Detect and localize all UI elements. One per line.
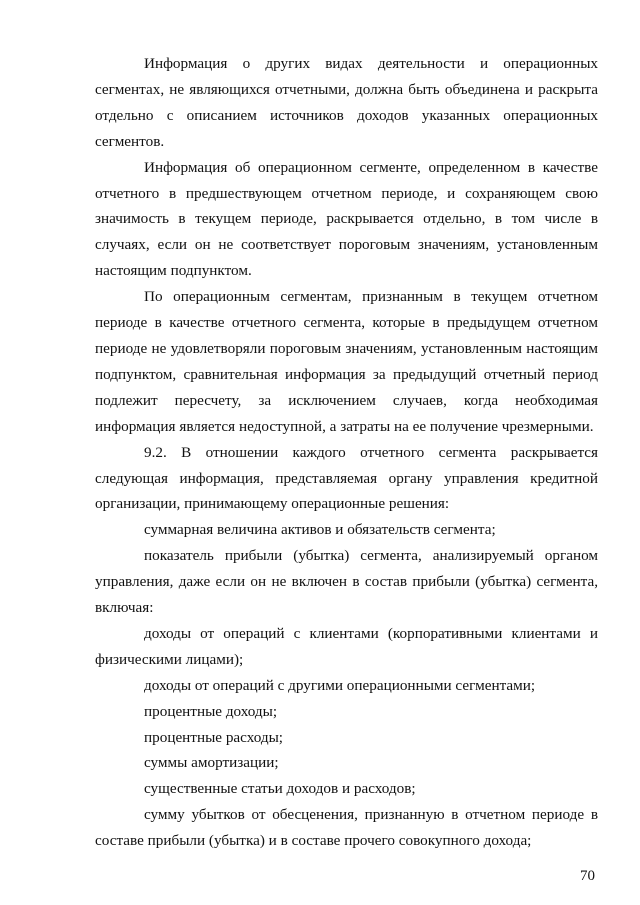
list-item-material-items: существенные статьи доходов и расходов; (144, 780, 416, 798)
paragraph-comparative-info: По операционным сегментам, признанным в текущем отчетном периоде в качестве отчетного сегмента, которые в предыдущем отчетном периоде не удовлетворяли пороговым значениям, установленным настоящим подпунктом, сравнительная информация за предыдущий отчетный период подлежит пересчету, за исключением случаев, когда необходимая информация является недоступной, а затраты на ее получение чрезмерными. (95, 288, 598, 435)
list-item-amortization: суммы амортизации; (144, 754, 279, 772)
list-item-interest-expense: процентные расходы; (144, 728, 284, 746)
list-item-client-income: доходы от операций с клиентами (корпоративными клиентами и физическими лицами); (95, 624, 598, 668)
paragraph-other-segments: Информация о других видах деятельности и операционных сегментах, не являющихся отчетными, должна быть объединена и раскрыта отдельно с описанием источников доходов указанных операционных сегментов. (95, 55, 598, 150)
page-number: 70 (580, 868, 595, 884)
list-item-assets-liabilities: суммарная величина активов и обязательств сегмента; (144, 521, 496, 539)
document-body (95, 51, 598, 854)
list-item-impairment-losses: сумму убытков от обесценения, признанную в отчетном периоде в составе прибыли (убытка) и в составе прочего совокупного дохода; (95, 806, 598, 850)
paragraph-prior-segment: Информация об операционном сегменте, определенном в качестве отчетного в предшествующем отчетном периоде, и сохраняющем свою значимость в текущем периоде, раскрывается отдельно, в том числе в случаях, если он не соответствует пороговым значениям, установленным настоящим подпунктом. (95, 158, 598, 280)
list-item-intersegment-income: доходы от операций с другими операционными сегментами; (144, 676, 536, 694)
paragraph-section-9-2: 9.2. В отношении каждого отчетного сегмента раскрывается следующая информация, представляемая органу управления кредитной организации, принимающему операционные решения: (95, 443, 598, 513)
list-item-interest-income: процентные доходы; (144, 702, 278, 720)
list-item-profit-indicator: показатель прибыли (убытка) сегмента, анализируемый органом управления, даже если он не включен в состав прибыли (убытка) сегмента, включая: (95, 547, 598, 617)
